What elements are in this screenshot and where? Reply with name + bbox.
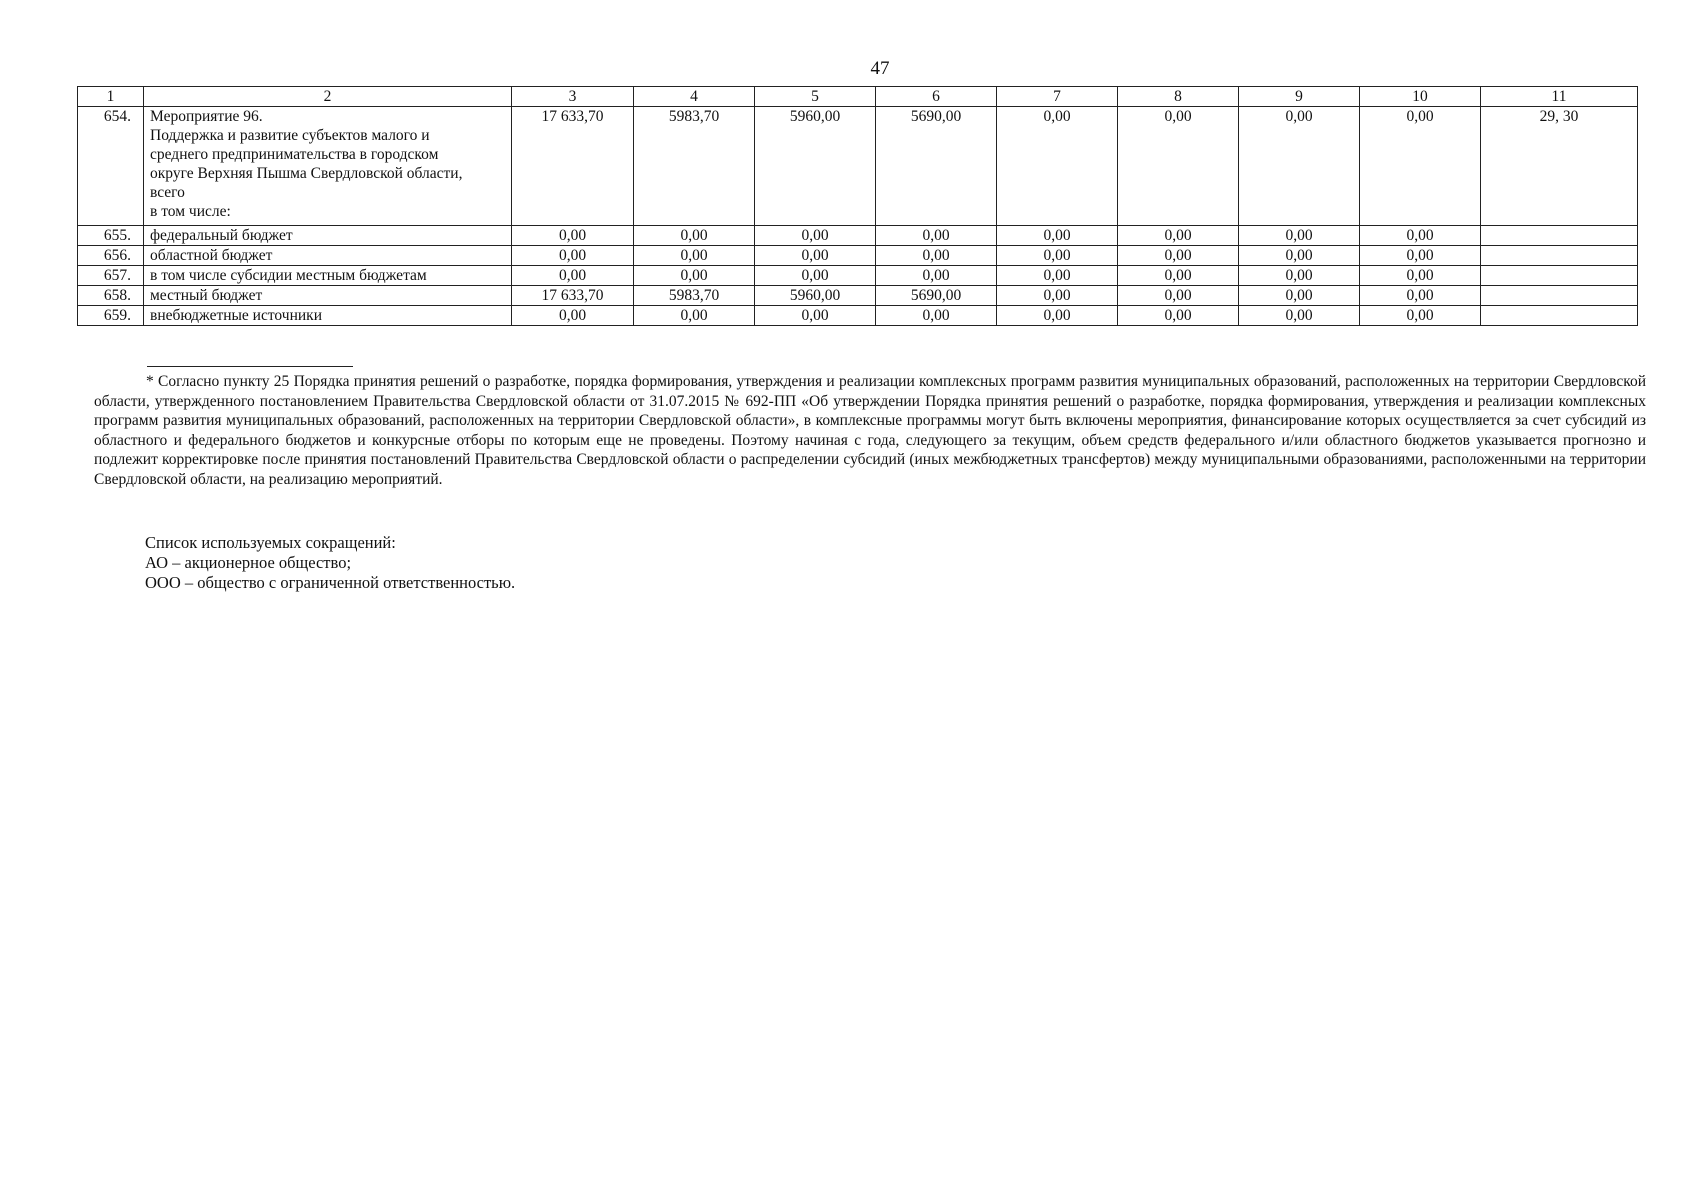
value-cell: 5983,70 [634, 286, 755, 306]
value-cell: 0,00 [876, 226, 997, 246]
row-number: 657. [78, 266, 144, 286]
value-cell: 0,00 [997, 246, 1118, 266]
page-number: 47 [870, 58, 890, 79]
value-cell: 0,00 [1360, 107, 1481, 226]
budget-table [77, 86, 1638, 326]
column-header: 2 [144, 87, 512, 107]
value-cell: 0,00 [1239, 246, 1360, 266]
value-cell: 5690,00 [876, 107, 997, 226]
value-cell: 0,00 [634, 246, 755, 266]
value-cell: 0,00 [1239, 226, 1360, 246]
value-cell: 0,00 [1118, 306, 1239, 326]
value-cell: 0,00 [512, 246, 634, 266]
value-cell: 0,00 [512, 226, 634, 246]
value-cell: 17 633,70 [512, 286, 634, 306]
value-cell: 0,00 [755, 306, 876, 326]
value-cell: 0,00 [1118, 266, 1239, 286]
value-cell: 0,00 [997, 226, 1118, 246]
abbreviations-list [145, 533, 515, 593]
target-reference [1481, 306, 1638, 326]
value-cell: 0,00 [1360, 306, 1481, 326]
value-cell: 0,00 [997, 286, 1118, 306]
column-header: 1 [78, 87, 144, 107]
value-cell: 0,00 [634, 226, 755, 246]
target-reference [1481, 226, 1638, 246]
value-cell: 17 633,70 [512, 107, 634, 226]
footnote: * Согласно пункту 25 Порядка принятия решений о разработке, порядка формирования, утверждения и реализации комплексных программ развития муниципальных образований, расположенных на территории Свердловской области, утвержденного постановлением Правительства Свердловской области от 31.07.2015 № 692-ПП «Об утверждении Порядка принятия решений о разработке, порядка формирования, утверждения и реализации комплексных программ развития муниципальных образований, расположенных на территории Свердловской области», в комплексные программы могут быть включены мероприятия, финансирование которых осуществляется за счет субсидий из областного и федерального бюджетов и конкурсные отборы по которым еще не проведены. Поэтому начиная с года, следующего за текущим, объем средств федерального и/или областного бюджетов указывается прогнозно и подлежит корректировке после принятия постановлений Правительства Свердловской области о распределении субсидий (иных межбюджетных трансфертов) между муниципальными образованиями, расположенными на территории Свердловской области, на реализацию мероприятий. [94, 373, 1646, 488]
table-row [78, 306, 1638, 326]
value-cell: 5690,00 [876, 286, 997, 306]
value-cell: 5960,00 [755, 107, 876, 226]
column-header: 7 [997, 87, 1118, 107]
table-row [78, 286, 1638, 306]
abbreviation-item: ООО – общество с ограниченной ответственностью. [145, 573, 516, 592]
budget-source: в том числе субсидии местным бюджетам [144, 266, 512, 286]
value-cell: 0,00 [876, 246, 997, 266]
value-cell: 0,00 [1118, 286, 1239, 306]
target-reference: 29, 30 [1481, 107, 1638, 226]
budget-source: областной бюджет [144, 246, 512, 266]
row-number: 659. [78, 306, 144, 326]
value-cell: 0,00 [997, 266, 1118, 286]
description-line: Мероприятие 96. [150, 108, 263, 125]
value-cell: 0,00 [1239, 266, 1360, 286]
value-cell: 0,00 [1118, 246, 1239, 266]
description-line: всего [150, 184, 185, 201]
value-cell: 0,00 [1239, 286, 1360, 306]
budget-source: федеральный бюджет [144, 226, 512, 246]
value-cell: 0,00 [876, 306, 997, 326]
footnote-separator [147, 366, 353, 367]
column-header: 3 [512, 87, 634, 107]
value-cell: 0,00 [1118, 226, 1239, 246]
value-cell: 0,00 [634, 306, 755, 326]
value-cell: 0,00 [1118, 107, 1239, 226]
value-cell: 0,00 [634, 266, 755, 286]
value-cell: 0,00 [1360, 266, 1481, 286]
value-cell: 0,00 [1360, 286, 1481, 306]
column-header: 8 [1118, 87, 1239, 107]
description-line: округе Верхняя Пышма Свердловской области, [150, 165, 463, 182]
value-cell: 5983,70 [634, 107, 755, 226]
budget-source: внебюджетные источники [144, 306, 512, 326]
event-description [144, 107, 512, 226]
table-row [78, 266, 1638, 286]
value-cell: 0,00 [512, 266, 634, 286]
column-header: 9 [1239, 87, 1360, 107]
column-header: 10 [1360, 87, 1481, 107]
value-cell: 0,00 [876, 266, 997, 286]
target-reference [1481, 266, 1638, 286]
value-cell: 0,00 [1239, 306, 1360, 326]
value-cell: 5960,00 [755, 286, 876, 306]
table-row [78, 226, 1638, 246]
column-header: 11 [1481, 87, 1638, 107]
description-line: в том числе: [150, 203, 231, 220]
row-number: 658. [78, 286, 144, 306]
target-reference [1481, 286, 1638, 306]
budget-source: местный бюджет [144, 286, 512, 306]
value-cell: 0,00 [755, 226, 876, 246]
row-number: 654. [78, 107, 144, 226]
description-line: Поддержка и развитие субъектов малого и [150, 127, 430, 144]
abbreviation-item: АО – акционерное общество; [145, 553, 352, 572]
value-cell: 0,00 [1360, 246, 1481, 266]
value-cell: 0,00 [755, 266, 876, 286]
row-number: 656. [78, 246, 144, 266]
row-number: 655. [78, 226, 144, 246]
description-line: среднего предпринимательства в городском [150, 146, 439, 163]
column-header: 6 [876, 87, 997, 107]
target-reference [1481, 246, 1638, 266]
value-cell: 0,00 [997, 306, 1118, 326]
value-cell: 0,00 [1360, 226, 1481, 246]
value-cell: 0,00 [755, 246, 876, 266]
value-cell: 0,00 [1239, 107, 1360, 226]
table-header-row [78, 87, 1638, 107]
table-row-main [78, 107, 1638, 226]
value-cell: 0,00 [512, 306, 634, 326]
column-header: 5 [755, 87, 876, 107]
table-row [78, 246, 1638, 266]
value-cell: 0,00 [997, 107, 1118, 226]
abbreviations-title: Список используемых сокращений: [145, 533, 396, 552]
column-header: 4 [634, 87, 755, 107]
